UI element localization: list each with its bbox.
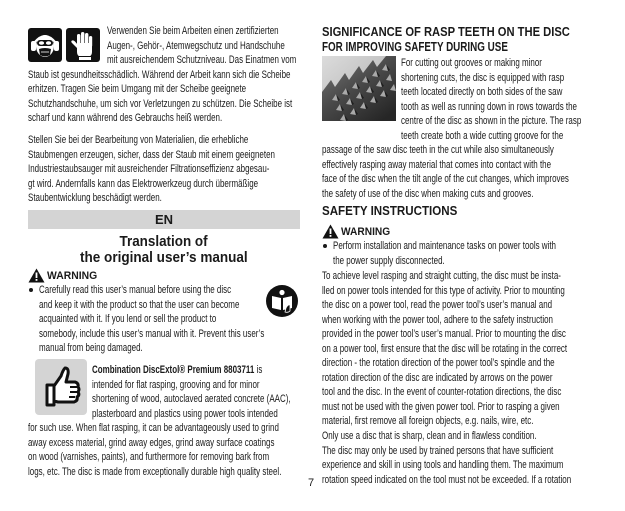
text-line: rotation speed indicated on the tool must not be exceeded. If a rotation bbox=[322, 473, 572, 486]
text-line: The disc may only be used by trained persons that have sufficient bbox=[322, 444, 554, 457]
text-line: scharf und kann während des Gebrauchs heiß werden. bbox=[28, 112, 223, 125]
heading-line-row bbox=[322, 25, 598, 40]
ppe-notice-text bbox=[107, 24, 300, 68]
text-line: tooth as well as running down in rows towards the bbox=[401, 100, 577, 113]
dust-extraction-paragraph bbox=[28, 133, 300, 206]
text-line: logs, etc. The disc is made from exceptionally durable high quality steel. bbox=[28, 465, 282, 478]
text-line: mit ausreichendem Schutzniveau. Das Einatmen vom bbox=[107, 54, 297, 67]
warning-label-text: WARNING bbox=[341, 225, 391, 238]
text-line: Staub ist gesundheitsschädlich. Während der Arbeit kann sich die Scheibe bbox=[28, 68, 291, 81]
text-line: To achieve level rasping and straight cutting, the disc must be insta- bbox=[322, 270, 561, 282]
thumbs-up-icon bbox=[35, 359, 87, 415]
text-line: Schutzhandschuhe, um sich vor Verletzungen zu schützen. Die Scheibe ist bbox=[28, 97, 293, 110]
product-name: Combination DiscExtol® Premium 8803711 bbox=[92, 364, 255, 376]
text-line: lled on power tools intended for this type of activity. Prior to mounting bbox=[322, 284, 565, 297]
text-line: For cutting out grooves or making minor bbox=[401, 57, 542, 69]
text-line: Only use a disc that is sharp, clean and in flawless condition. bbox=[322, 430, 537, 443]
heading-line: SAFETY INSTRUCTIONS bbox=[322, 204, 458, 218]
bullet bbox=[323, 244, 327, 248]
text-line: the safety of use of the disc when making cuts and grooves. bbox=[322, 187, 534, 200]
rasp-teeth-text bbox=[401, 56, 598, 143]
text-line: Stellen Sie bei der Bearbeitung von Materialien, die erhebliche bbox=[28, 134, 249, 146]
text-line: experience and skill in using tools and handling them. The maximum bbox=[322, 459, 564, 472]
rasp-teeth-text-continued bbox=[322, 143, 598, 201]
product-intro-line bbox=[92, 363, 262, 378]
protective-gloves-icon bbox=[66, 28, 100, 62]
text-line: Staubmengen erzeugen, sicher, dass der Staub mit einem geeigneten bbox=[28, 148, 275, 161]
text-line: passage of the saw disc teeth in the cut while also simultaneously bbox=[322, 144, 554, 157]
title-line: Translation of bbox=[119, 234, 209, 250]
text-line: on wood (varnishes, paints), and furthermore for removing bark from bbox=[28, 451, 270, 464]
heading-line: FOR IMPROVING SAFETY DURING USE bbox=[322, 40, 508, 54]
heading-line-row bbox=[322, 40, 598, 55]
language-section-bar bbox=[28, 210, 300, 229]
read-manual-bullet-text-continued bbox=[39, 327, 297, 356]
safety-instructions-heading bbox=[322, 204, 598, 219]
text-line: teeth located directly on both sides of the saw bbox=[401, 86, 563, 99]
text-line: on a power tool, first ensure that the disc will be rotating in the correct bbox=[322, 342, 568, 355]
text-line: and keep it with the product so that the user can become bbox=[39, 298, 240, 311]
read-manual-icon bbox=[266, 284, 298, 318]
translation-title bbox=[28, 234, 300, 266]
text-line: Staubentwicklung beschädigt werden. bbox=[28, 192, 162, 205]
text-line: Augen-, Gehör-, Atemwegschutz und Handschuhe bbox=[107, 39, 285, 52]
warning-label bbox=[47, 269, 107, 284]
text-line: when working with the power tool, adhere to the safety instruction bbox=[322, 313, 553, 326]
title-line: the original user’s manual bbox=[80, 250, 248, 266]
text-line: effectively rasping away material that comes into contact with the bbox=[322, 158, 552, 171]
heading-line-row bbox=[322, 204, 598, 219]
rasp-teeth-photo bbox=[322, 56, 396, 121]
text-line: erhitzen. Tragen Sie beim Umgang mit der Scheibe geeignete bbox=[28, 83, 247, 96]
text-line: acquainted with it. If you lend or sell the product to bbox=[39, 313, 217, 326]
text-line: must not be used with the given power tool. Prior to rasping a given bbox=[322, 400, 560, 413]
text-line: Industriestaubsauger mit ausreichender Filtrationseffizienz abgesau- bbox=[28, 163, 270, 176]
text-line: shortening cuts, the disc is equipped with rasp bbox=[401, 71, 565, 84]
title-line-row bbox=[28, 250, 300, 266]
text-line: for such use. When flat rasping, it can be advantageously used to grind bbox=[28, 422, 279, 435]
page-number: 7 bbox=[307, 477, 315, 489]
warning-label-text: WARNING bbox=[47, 269, 98, 282]
text-line: tool and the disc. In the event of counter-rotation directions, the disc bbox=[322, 386, 562, 399]
heading-line: SIGNIFICANCE OF RASP TEETH ON THE DISC bbox=[322, 25, 570, 39]
text-line: manual from being damaged. bbox=[39, 342, 143, 355]
warning-icon bbox=[28, 268, 45, 283]
power-disconnect-bullet-text bbox=[333, 239, 598, 268]
text-line: away excess material, grind away edges, grind away surface coatings bbox=[28, 436, 275, 449]
product-description-intro bbox=[92, 363, 300, 421]
eye-ear-respiratory-protection-icon bbox=[28, 28, 62, 62]
text-line: Verwenden Sie beim Arbeiten einen zertifizierten bbox=[107, 25, 279, 37]
text-line: material, first remove all foreign objects, e.g. nails, wire, etc. bbox=[322, 415, 534, 428]
warning-label bbox=[341, 225, 401, 240]
product-name-suffix: is bbox=[254, 364, 263, 376]
read-manual-bullet-text bbox=[39, 283, 263, 327]
text-line: centre of the disc as shown in the picture. The rasp bbox=[401, 115, 582, 128]
bullet bbox=[29, 288, 33, 292]
text-line: the power supply disconnected. bbox=[333, 254, 445, 267]
text-line: somebody, include this user’s manual with it. Prevent this user’s bbox=[39, 327, 265, 340]
text-line: face of the disc when the tilt angle of the cut changes, which improves bbox=[322, 173, 569, 186]
ppe-notice-text-continued bbox=[28, 68, 300, 126]
text-line: plasterboard and plastics using power tools intended bbox=[92, 407, 278, 420]
text-line: gt wird. Andernfalls kann das Elektrowerkzeug durch übermäßige bbox=[28, 177, 259, 190]
text-line: Perform installation and maintenance tasks on power tools with bbox=[333, 240, 556, 252]
language-code: EN bbox=[154, 212, 174, 227]
text-line: intended for flat rasping, grooving and for minor bbox=[92, 378, 260, 391]
product-description-continued bbox=[28, 421, 300, 479]
title-line-row bbox=[28, 234, 300, 250]
text-line: rotation direction of the disc are indicated by arrows on the power bbox=[322, 371, 553, 384]
safety-instructions-paragraph bbox=[322, 269, 598, 487]
warning-icon bbox=[322, 224, 339, 239]
rasp-teeth-heading bbox=[322, 25, 598, 55]
text-line: direction - the rotation direction of the power tool’s spindle and the bbox=[322, 357, 555, 370]
text-line: the disc on a power tool, read the power tool’s user’s manual and bbox=[322, 299, 553, 312]
text-line: Carefully read this user’s manual before using the disc bbox=[39, 284, 232, 296]
text-line: provided in the power tool’s user’s manual. Prior to mounting the disc bbox=[322, 328, 566, 341]
text-line: shortening of wood, autoclaved aerated concrete (AAC), bbox=[92, 393, 291, 406]
text-line: teeth create both a wide cutting groove for the bbox=[401, 129, 564, 142]
